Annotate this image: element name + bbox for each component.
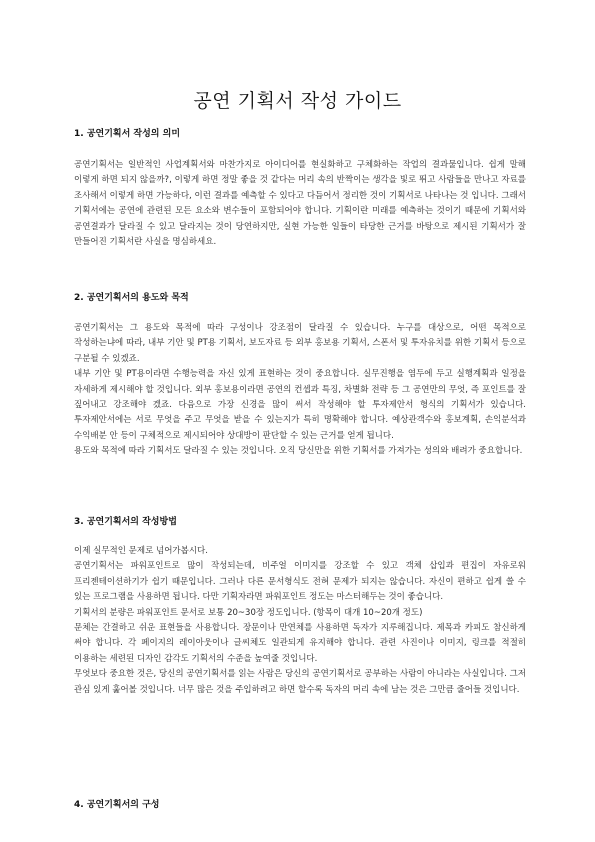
section-heading: 1. 공연기획서 작성의 의미 — [74, 129, 181, 139]
section-1-heading-wrap — [74, 128, 526, 140]
paragraph: 내부 기안 및 PT용이라면 수행능력을 자신 있게 표현하는 것이 중요합니다. 실무진행을 염두에 두고 실행계획과 일정을 자세하게 제시해야 할 것입니다. 외부 홍보용이라면 공연의 컨셉과 특징, 차별화 전략 등 그 공연만의 무엇, 즉 포인트를 잘 짚어내고 강조해야 겠죠. 다음으로 가장 신경을 많이 써서 작성해야 할 투자제안서 형식의 기획서가 있습니다. 투자제안서에는 서로 무엇을 주고 무엇을 받을 수 있는지가 특히 명확해야 합니다. 예상관객수와 홍보계획, 손익분석과 수익배분 안 등이 구체적으로 제시되어야 상대방이 판단할 수 있는 근거를 얻게 됩니다. — [74, 369, 526, 441]
section-heading: 3. 공연기획서의 작성방법 — [74, 517, 177, 527]
section-4-heading-wrap — [74, 799, 526, 811]
section-1-body — [74, 158, 526, 250]
section-3-body — [74, 544, 526, 698]
paragraph: 이제 실무적인 문제로 넘어가봅시다. — [74, 546, 208, 556]
document-title: 공연 기획서 작성 가이드 — [193, 90, 402, 112]
section-heading: 2. 공연기획서의 용도와 목적 — [74, 293, 189, 303]
section-3-heading-wrap — [74, 516, 526, 528]
paragraph: 무엇보다 중요한 것은, 당신의 공연기획서를 읽는 사람은 당신의 공연기획서로 공부하는 사람이 아니라는 사실입니다. 그저 관심 있게 훑어볼 것입니다. 너무 많은 것을 주입하려고 하면 할수록 독자의 머리 속에 남는 것은 그만큼 줄어들 것입니다. — [74, 669, 526, 695]
section-2-heading-wrap — [74, 292, 526, 304]
paragraph: 문체는 간결하고 쉬운 표현들을 사용합니다. 장문이나 만연체를 사용하면 독자가 지루해집니다. 제목과 카피도 참신하게 써야 합니다. 각 페이지의 레이아웃이나 글씨체도 일관되게 유지해야 합니다. 관련 사진이나 이미지, 링크를 적절히 이용하는 세련된 디자인 감각도 기획서의 수준을 높여줄 것입니다. — [74, 623, 526, 664]
section-heading: 4. 공연기획서의 구성 — [74, 800, 160, 810]
paragraph: 공연기획서는 그 용도와 목적에 따라 구성이나 강조점이 달라질 수 있습니다. 누구를 대상으로, 어떤 목적으로 작성하는냐에 따라, 내부 기안 및 PT용 기획서, 보도자료 등 외부 홍보용 기획서, 스폰서 및 투자유치를 위한 기획서 등으로 구분될 수 있겠죠. — [74, 323, 526, 364]
section-2-body — [74, 321, 526, 460]
paragraph: 기획서의 분량은 파워포인트 문서로 보통 20~30장 정도입니다. (항목이 대개 10~20개 정도) — [74, 607, 423, 618]
paragraph: 용도와 목적에 따라 기획서도 달라질 수 있는 것입니다. 오직 당신만을 위한 기획서를 가져가는 성의와 배려가 중요합니다. — [74, 446, 523, 457]
paragraph: 공연기획서는 일반적인 사업계획서와 마찬가지로 아이디어를 현실화하고 구체화하는 작업의 결과물입니다. 쉽게 말해 이렇게 하면 되지 않을까?, 이렇게 하면 정말 좋을 것 같다는 머리 속의 반짝이는 생각을 빛로 뛰고 사람들을 만나고 자료를 조사해서 이렇게 하면 가능하다, 이런 결과를 예측할 수 있다고 다듬어서 정리한 것이 기획서로 나타나는 것 입니다. 그래서 기획서에는 공연에 관련된 모든 요소와 변수들이 포함되어야 합니다. 기획이란 미래를 예측하는 것이기 때문에 기획서와 공연결과가 달라질 수 있고 달라지는 것이 당연하지만, 실현 가능한 일들이 타당한 근거를 바탕으로 제시된 기획서가 잘 만들어진 기획서란 사실을 명심하세요. — [74, 160, 526, 248]
paragraph: 공연기획서는 파워포인트로 많이 작성되는데, 비주얼 이미지를 강조할 수 있고 객체 삽입과 편집이 자유로워 프리젠테이션하기가 쉽기 때문입니다. 그러나 다른 문서형식도 전혀 문제가 되지는 않습니다. 자신이 편하고 쉽게 쓸 수 있는 프로그램을 사용하면 됩니다. 다만 기획자라면 파워포인트 정도는 마스터해두는 것이 좋습니다. — [74, 561, 526, 603]
